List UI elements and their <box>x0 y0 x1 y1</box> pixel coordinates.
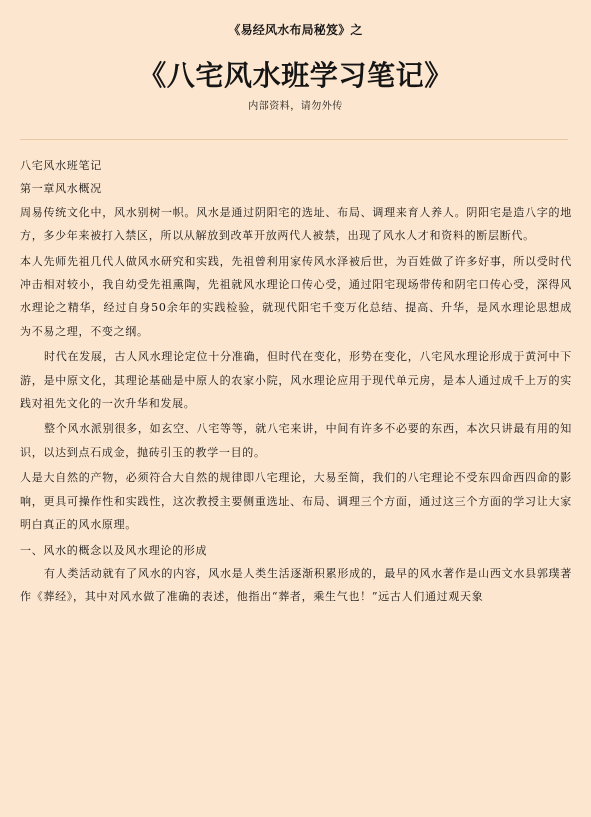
header-divider <box>20 139 568 140</box>
series-title: 《易经风水布局秘笈》之 <box>228 23 363 37</box>
subheading-1: 一、风水的概念以及风水理论的形成 <box>20 543 208 557</box>
body-paragraph-5: 人是大自然的产物，必须符合大自然的规律即八宅理论，大易至简，我们的八宅理论不受东四命西四命的影响，更具可操作性和实践性，这次教授主要侧重选址、布局、调理三个方面，通过这三个方面的学习让大家明白真正的风水原理。 <box>20 471 572 532</box>
body-paragraph-1: 周易传统文化中，风水别树一帜。风水是通过阴阳宅的选址、布局、调理来育人养人。阴阳宅是造八字的地方，多少年来被打入禁区，所以从解放到改革开放两代人被禁，出现了风水人才和资料的断层断代。 <box>20 205 572 243</box>
document-title: 《八宅风水班学习笔记》 <box>138 59 453 92</box>
body-paragraph-4: 整个风水派别很多，如玄空、八宅等等，就八宅来讲，中间有许多不必要的东西，本次只讲最有用的知识，以达到点石成金，抛砖引玉的教学一目的。 <box>20 422 572 459</box>
body-paragraph-6: 有人类活动就有了风水的内容，风水是人类生活逐渐积累形成的，最早的风水著作是山西文水县郭璞著作《葬经》，其中对风水做了准确的表述，他指出“葬者，乘生气也！”远古人们通过观天象 <box>20 566 572 604</box>
body-paragraph-3: 时代在发展，古人风水理论定位十分准确，但时代在变化，形势在变化，八宅风水理论形成于黄河中下游，是中原文化，其理论基础是中原人的农家小院，风水理论应用于现代单元房，是本人通过成千上万的实践对祖先文化的一次升华和发展。 <box>20 350 572 411</box>
chapter-title: 第一章风水概况 <box>20 182 102 196</box>
document-body <box>20 154 572 609</box>
document-header <box>0 0 591 140</box>
body-paragraph-2: 本人先师先祖几代人做风水研究和实践，先祖曾利用家传风水泽被后世，为百姓做了许多好事，所以受时代冲击相对较小，我自幼受先祖熏陶，先祖就风水理论口传心受，通过阳宅现场带传和阴宅口传心受，深得风水理论之精华，经过自身50余年的实践检验，就现代阳宅千变万化总结、提高、升华，是风水理论思想成为不易之理，不变之纲。 <box>20 254 572 338</box>
section-title: 八宅风水班笔记 <box>20 159 102 172</box>
document-subtitle: 内部资料，请勿外传 <box>248 101 343 112</box>
